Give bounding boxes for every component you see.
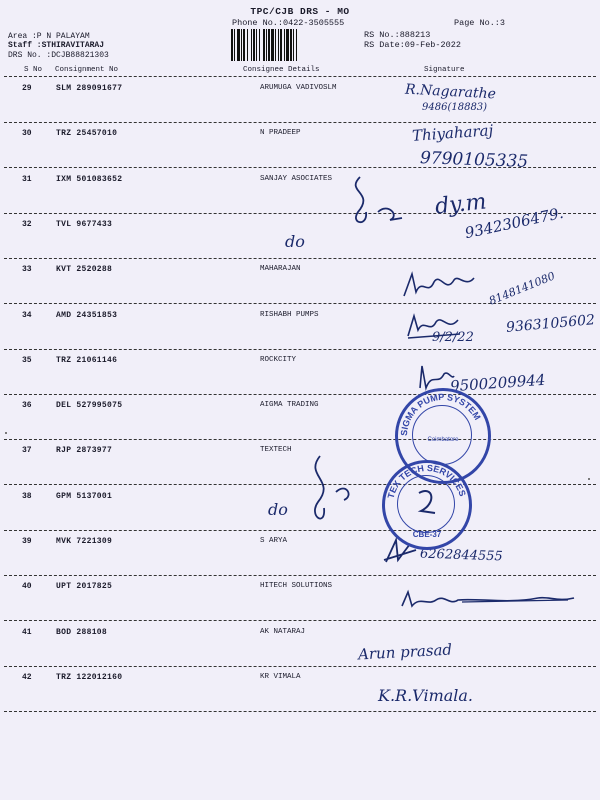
row-consignment-no: IXM 501083652	[56, 174, 123, 184]
speck	[588, 478, 590, 480]
row-sno: 42	[22, 672, 32, 682]
barcode-icon	[230, 29, 350, 61]
barcode-bar	[263, 29, 265, 61]
row-consignment-no: KVT 2520288	[56, 265, 113, 275]
table-row	[0, 265, 600, 277]
document-title: TPC/CJB DRS - MO	[250, 6, 350, 17]
barcode-bar	[296, 29, 297, 61]
staff-label: Staff :STHIRAVITARAJ	[8, 41, 105, 50]
row-sno: 37	[22, 446, 32, 456]
date-note-row-34: 9/2/22	[432, 330, 474, 345]
barcode-bar	[231, 29, 233, 61]
column-header-consignment: Consignment No	[55, 66, 119, 74]
row-sno: 33	[22, 265, 32, 275]
row-divider	[4, 303, 596, 304]
barcode-bar	[280, 29, 282, 61]
row-sno: 40	[22, 582, 32, 592]
table-row	[0, 537, 600, 549]
barcode-bar	[278, 29, 279, 61]
row-consignment-no: TRZ 25457010	[56, 129, 118, 139]
row-divider	[4, 711, 596, 712]
signature-scribble-row-34	[404, 310, 464, 340]
column-header-sno: S No	[24, 66, 43, 74]
barcode-bar	[241, 29, 242, 61]
barcode-bar	[268, 29, 270, 61]
svg-text:SIGMA PUMP SYSTEM	[399, 392, 483, 436]
row-consignee: S ARYA	[260, 537, 288, 545]
table-row	[0, 673, 600, 685]
row-consignment-no: TRZ 21061146	[56, 355, 118, 365]
header-divider	[4, 76, 596, 77]
signature-row-29: R.Nagarathe	[404, 81, 497, 103]
barcode-bar	[251, 29, 252, 61]
row-consignee: TEXTECH	[260, 446, 292, 455]
row-sno: 32	[22, 219, 32, 229]
barcode-bar	[237, 29, 240, 61]
barcode-bar	[266, 29, 267, 61]
signature-row-30: Thiyaharaj	[411, 121, 494, 145]
row-consignment-no: DEL 527995075	[56, 401, 123, 411]
row-consignee: ARUMUGA VADIVOSLM	[260, 84, 337, 92]
row-divider	[4, 122, 596, 123]
row-consignment-no: TVL 9677433	[56, 219, 113, 229]
row-sno: 36	[22, 401, 32, 411]
textech-stamp-subtext: CBE-37	[412, 530, 442, 539]
row-consignment-no: TRZ 122012160	[56, 672, 123, 682]
table-row	[0, 175, 600, 187]
row-sno: 41	[22, 627, 32, 637]
phone-note-row-30: 9790105335	[419, 148, 529, 172]
table-row	[0, 84, 600, 96]
row-consignee: HITECH SOLUTIONS	[260, 582, 333, 591]
signature-row-31: dy.m	[433, 189, 488, 220]
row-sno: 30	[22, 129, 32, 139]
sigma-stamp-text: SIGMA PUMP SYSTEM	[398, 391, 483, 437]
rs-date: RS Date:09-Feb-2022	[364, 40, 461, 50]
row-consignee: ROCKCITY	[260, 355, 297, 364]
phone-note-row-35: 9500209944	[449, 370, 546, 396]
area-label: Area :P N PALAYAM	[8, 32, 90, 41]
page-number: Page No.:3	[454, 18, 506, 28]
signature-scribble-row-40	[398, 588, 578, 614]
row-consignee: SANJAY ASOCIATES	[260, 174, 333, 183]
barcode-bar	[290, 29, 292, 61]
row-divider	[4, 620, 596, 621]
phone-note-row-33: 8148141080	[487, 269, 557, 308]
barcode-bar	[284, 29, 285, 61]
phone-note-row-39: 6262844555	[419, 546, 503, 565]
barcode-bar	[253, 29, 255, 61]
phone-note-row-29: 9486(18883)	[422, 102, 488, 113]
row-sno: 35	[22, 355, 32, 365]
signature-scribble-row-33	[400, 268, 480, 302]
table-row	[0, 356, 600, 368]
signature-scribble-row-37	[296, 452, 356, 534]
rs-number: RS No.:888213	[364, 30, 431, 40]
signature-row-41: Arun prasad	[357, 640, 453, 664]
textech-stamp-text: TEX TECH SERVICES	[385, 463, 468, 500]
sigma-stamp-subtext: Coimbatore	[427, 437, 459, 443]
row-divider	[4, 666, 596, 667]
row-consignee: KR VIMALA	[260, 672, 301, 681]
row-consignee: RISHABH PUMPS	[260, 310, 319, 319]
row-divider	[4, 439, 596, 440]
row-consignee: AIGMA TRADING	[260, 401, 319, 410]
barcode-bar	[247, 29, 248, 61]
phone-note-row-34: 9363105602	[505, 312, 596, 336]
column-header-consignee: Consignee Details	[243, 66, 320, 74]
table-row	[0, 628, 600, 640]
row-consignment-no: MVK 7221309	[56, 537, 113, 546]
row-divider	[4, 349, 596, 350]
row-consignment-no: RJP 2873977	[56, 446, 113, 456]
row-divider	[4, 213, 596, 214]
barcode-bar	[275, 29, 276, 61]
row-consignment-no: AMD 24351853	[56, 310, 118, 320]
row-divider	[4, 258, 596, 259]
table-row	[0, 129, 600, 141]
phone-number: Phone No.:0422-3505555	[232, 18, 345, 28]
row-consignment-no: UPT 2017825	[56, 582, 113, 592]
ditto-row-38: do	[268, 500, 288, 519]
barcode-bar	[234, 29, 235, 61]
phone-note-row-32: 9342306479.	[463, 203, 565, 243]
barcode-bar	[293, 29, 294, 61]
speck	[5, 432, 7, 434]
signature-scribble-row-31	[340, 172, 410, 232]
row-divider	[4, 575, 596, 576]
row-consignment-no: BOD 288108	[56, 627, 108, 637]
ditto-row-32: do	[285, 232, 305, 251]
row-sno: 39	[22, 537, 32, 546]
svg-text:TEX TECH SERVICES	[386, 463, 468, 500]
row-consignee: AK NATARAJ	[260, 627, 306, 636]
column-header-signature: Signature	[424, 66, 465, 74]
row-sno: 38	[22, 491, 32, 501]
barcode-bar	[243, 29, 245, 61]
row-sno: 29	[22, 84, 32, 93]
row-sno: 31	[22, 174, 32, 184]
barcode-bar	[271, 29, 274, 61]
row-divider	[4, 394, 596, 395]
row-consignment-no: GPM 5137001	[56, 491, 113, 501]
barcode-bar	[286, 29, 289, 61]
textech-stamp	[382, 460, 472, 550]
barcode-bar	[259, 29, 260, 61]
row-sno: 34	[22, 310, 32, 320]
barcode-bar	[256, 29, 257, 61]
table-row	[0, 401, 600, 413]
row-consignee: MAHARAJAN	[260, 265, 301, 274]
row-consignee: N PRADEEP	[260, 129, 301, 138]
signature-row-42: K.R.Vimala.	[378, 686, 474, 705]
row-consignment-no: SLM 289091677	[56, 84, 123, 93]
drs-number: DRS No. :DCJB88821303	[8, 51, 109, 60]
